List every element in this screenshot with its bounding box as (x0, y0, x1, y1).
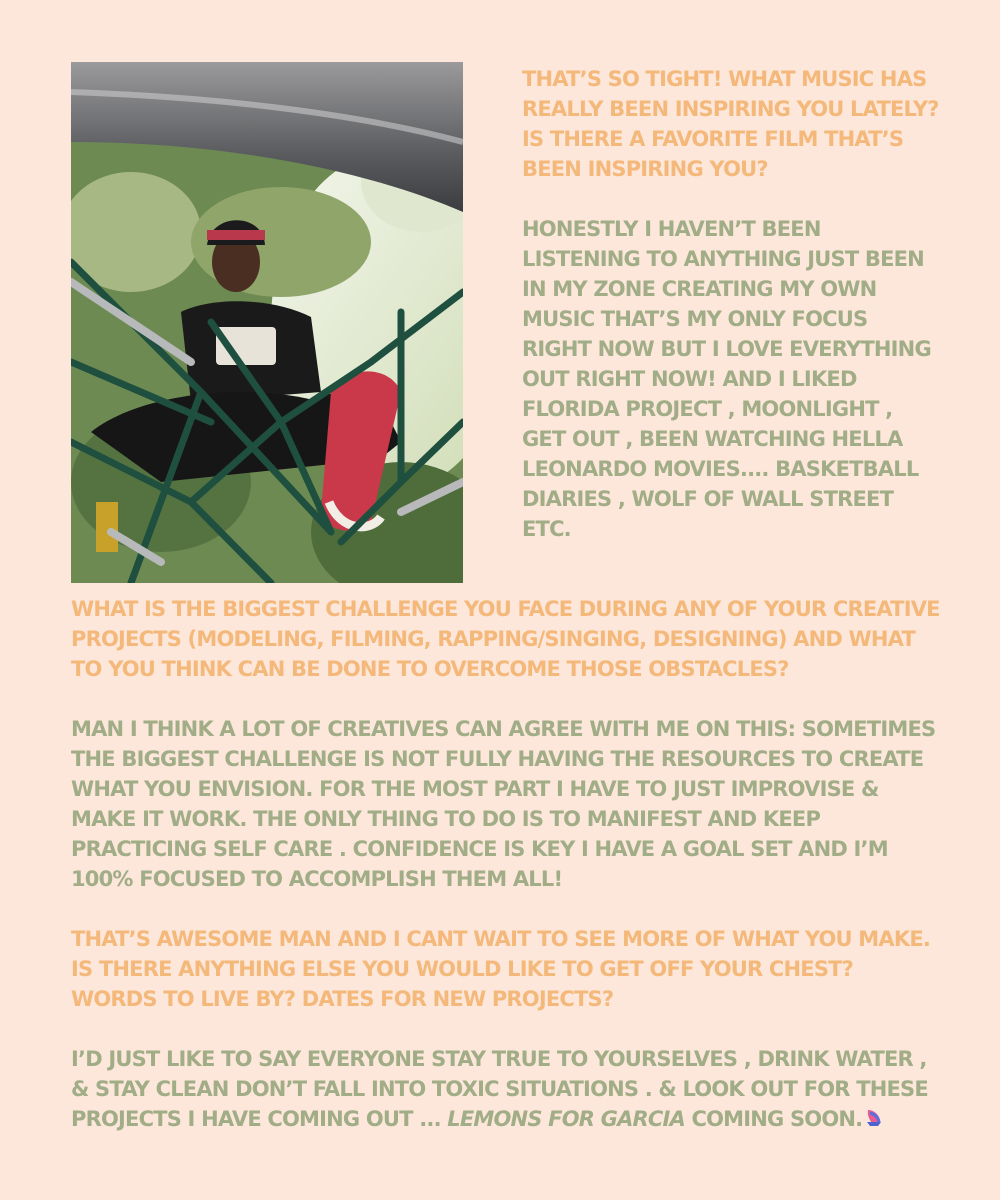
answer-1: HONESTLY I HAVEN’T BEEN LISTENING TO ANYTHING JUST BEEN IN MY ZONE CREATING MY OWN MUSIC THAT’S MY ONLY FOCUS RIGHT NOW BUT I LOVE EVERYTHING OUT RIGHT NOW! AND I LIKED FLORIDA PROJECT , MOONLIGHT , GET OUT , BEEN WATCHING HELLA LEONARDO MOVIES.... BASKETBALL DIARIES , WOLF OF WALL STREET ETC. (522, 217, 931, 541)
top-text-column (522, 64, 942, 574)
answer-3-text: I’D JUST LIKE TO SAY EVERYONE STAY TRUE TO YOURSELVES , DRINK WATER , & STAY CLEAN DON’T FALL INTO TOXIC SITUATIONS . & LOOK OUT FOR THESE PROJECTS I HAVE COMING OUT ... (71, 1047, 928, 1131)
project-title: LEMONS FOR GARCIA (447, 1107, 685, 1131)
question-3: THAT’S AWESOME MAN AND I CANT WAIT TO SEE MORE OF WHAT YOU MAKE. IS THERE ANYTHING ELSE YOU WOULD LIKE TO GET OFF YOUR CHEST? WORDS TO LIVE BY? DATES FOR NEW PROJECTS? (71, 927, 931, 1011)
lemon-icon (864, 1108, 884, 1128)
bottom-text-column (71, 594, 941, 1134)
answer-3 (71, 1044, 941, 1134)
answer-2: MAN I THINK A LOT OF CREATIVES CAN AGREE WITH ME ON THIS: SOMETIMES THE BIGGEST CHALLENGE IS NOT FULLY HAVING THE RESOURCES TO CREATE WHAT YOU ENVISION. FOR THE MOST PART I HAVE TO JUST IMPROVISE & MAKE IT WORK. THE ONLY THING TO DO IS TO MANIFEST AND KEEP PRACTICING SELF CARE . CONFIDENCE IS KEY I HAVE A GOAL SET AND I’M 100% FOCUSED TO ACCOMPLISH THEM ALL! (71, 717, 936, 891)
portrait-photo (71, 62, 463, 583)
question-2: WHAT IS THE BIGGEST CHALLENGE YOU FACE DURING ANY OF YOUR CREATIVE PROJECTS (MODELING, FILMING, RAPPING/SINGING, DESIGNING) AND WHAT TO YOU THINK CAN BE DONE TO OVERCOME THOSE OBSTACLES? (71, 597, 940, 681)
question-1: THAT’S SO TIGHT! WHAT MUSIC HAS REALLY BEEN INSPIRING YOU LATELY? IS THERE A FAVORITE FILM THAT’S BEEN INSPIRING YOU? (522, 67, 939, 181)
answer-3-ending: COMING SOON. (684, 1107, 863, 1131)
photo-illustration (71, 62, 463, 583)
